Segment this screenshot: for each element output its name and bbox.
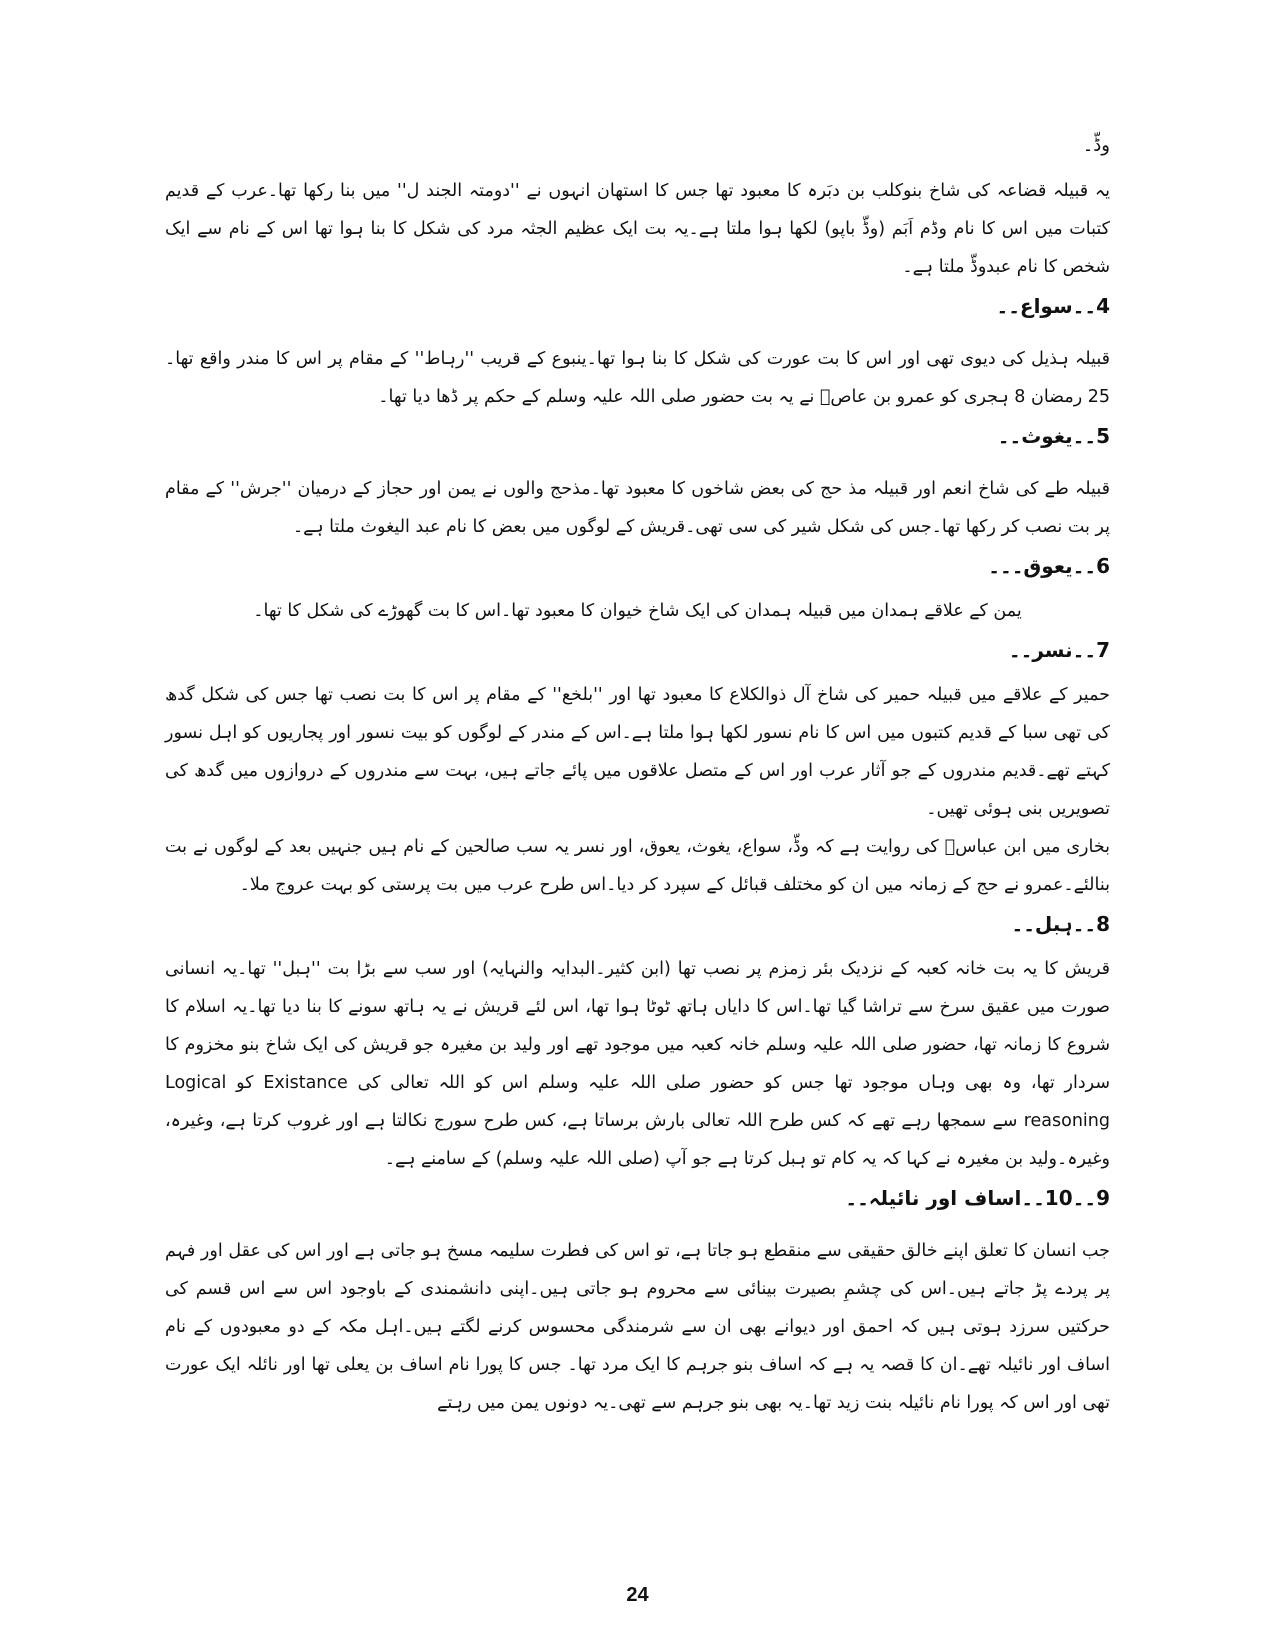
section-heading-suwa: 4۔۔سواع۔۔ bbox=[996, 294, 1110, 318]
section-heading-isaf-naila: 9۔۔10۔۔اساف اور نائیلہ۔۔ bbox=[845, 1186, 1110, 1210]
paragraph-nasr: حمیر کے علاقے میں قبیلہ حمیر کی شاخ آل ذوالکلاع کا معبود تھا اور ''بلخع'' کے مقام پر اس کا بت نصب تھا جس کی شکل گدھ کی تھی سبا کے قدیم کتبوں میں اس کا نام نسور لکھا ہوا ملتا ہے۔اس کے مندر کے لوگوں کو بیت نسور اور پجاریوں کو اہل نسور کہتے تھے۔قدیم مندروں کے جو آثار عرب اور اس کے متصل علاقوں میں پائے جاتے ہیں، بہت سے مندروں کے دروازوں میں گدھ کی تصویریں بنی ہوئی تھیں۔ bbox=[165, 685, 1110, 819]
section-heading-hubal: 8۔۔ہبل۔۔ bbox=[1011, 912, 1110, 936]
section-heading-wadd: وڈّ۔ bbox=[1082, 135, 1110, 156]
paragraph-hubal: قریش کا یہ بت خانہ کعبہ کے نزدیک بئر زمزم پر نصب تھا (ابن کثیر۔البدایہ والنہایہ) اور سب سے بڑا بت ''ہبل'' تھا۔یہ انسانی صورت میں عقیق سرخ سے تراشا گیا تھا۔اس کا دایاں ہاتھ ٹوٹا ہوا تھا، اس لئے قریش نے یہ ہاتھ سونے کا بنا دیا تھا۔یہ اسلام کا شروع کا زمانہ تھا، حضور صلی اللہ علیہ وسلم خانہ کعبہ میں موجود تھے اور ولید بن مغیرہ جو قریش کی ایک شاخ بنو مخزوم کا سردار تھا، وہ بھی وہاں موجود تھا جس کو حضور صلی اللہ علیہ وسلم اس کو اللہ تعالی کی Existance کو Logical reasoning سے سمجھا رہے تھے کہ کس طرح اللہ تعالی بارش برساتا ہے، کس طرح سورج نکالتا ہے اور غروب کرتا ہے، وغیرہ، وغیرہ۔ولید بن مغیرہ نے کہا کہ یہ کام تو ہبل کرتا ہے جو آپ (صلی اللہ علیہ وسلم) کے سامنے ہے۔ bbox=[165, 959, 1110, 1169]
paragraph-bukhari: بخاری میں ابن عباسؓ کی روایت ہے کہ وڈّ، سواع، یغوث، یعوق، اور نسر یہ سب صالحین کے نام ہیں جنہیں بعد کے لوگوں نے بت بنالئے۔عمرو نے حج کے زمانہ میں ان کو مختلف قبائل کے سپرد کر دیا۔اس طرح عرب میں بت پرستی کو بہت عروج ملا۔ bbox=[165, 837, 1110, 895]
paragraph-yauq: یمن کے علاقے ہمدان میں قبیلہ ہمدان کی ایک شاخ خیوان کا معبود تھا۔اس کا بت گھوڑے کی شکل کا تھا۔ bbox=[253, 601, 1022, 621]
page-content bbox=[165, 126, 1110, 1422]
section-heading-nasr: 7۔۔نسر۔۔ bbox=[1008, 638, 1110, 662]
page-number: 24 bbox=[626, 1584, 649, 1606]
paragraph-suwa: قبیلہ ہذیل کی دیوی تھی اور اس کا بت عورت کی شکل کا بنا ہوا تھا۔ینبوع کے قریب ''رہاط'' کے مقام پر اس کا مندر واقع تھا۔25 رمضان 8 ہجری کو عمرو بن عاصؓ نے یہ بت حضور صلی اللہ علیہ وسلم کے حکم پر ڈھا دیا تھا۔ bbox=[165, 349, 1110, 407]
paragraph-isaf-naila: جب انسان کا تعلق اپنے خالق حقیقی سے منقطع ہو جاتا ہے، تو اس کی فطرت سلیمہ مسخ ہو جاتی ہے اور اس کی عقل اور فہم پر پردے پڑ جاتے ہیں۔اس کی چشمِ بصیرت بینائی سے محروم ہو جاتی ہیں۔اپنی دانشمندی کے باوجود اس سے اس قسم کی حرکتیں سرزد ہوتی ہیں کہ احمق اور دیوانے بھی ان سے شرمندگی محسوس کرنے لگتے ہیں۔اہل مکہ کے دو معبودوں کے نام اساف اور نائیلہ تھے۔ان کا قصہ یہ ہے کہ اساف بنو جرہم کا ایک مرد تھا۔ جس کا پورا نام اساف بن یعلی تھا اور نائلہ ایک عورت تھی اور اس کہ پورا نام نائیلہ بنت زید تھا۔یہ بھی بنو جرہم سے تھی۔یہ دونوں یمن میں رہتے bbox=[165, 1241, 1110, 1413]
paragraph-wadd: یہ قبیلہ قضاعہ کی شاخ بنوکلب بن دبَرہ کا معبود تھا جس کا استھان انہوں نے ''دومتہ الجند ل'' میں بنا رکھا تھا۔عرب کے قدیم کتبات میں اس کا نام وڈم اَبَم (وڈّ باپو) لکھا ہوا ملتا ہے۔یہ بت ایک عظیم الجثہ مرد کی شکل کا بنا ہوا تھا اس کے نام سے ایک شخص کا نام عبدوڈّ ملتا ہے۔ bbox=[165, 181, 1110, 277]
section-heading-yauq: 6۔۔یعوق۔۔۔ bbox=[988, 554, 1110, 578]
section-heading-yaghuth: 5۔۔یغوث۔۔ bbox=[997, 424, 1110, 448]
paragraph-yaghuth: قبیلہ طے کی شاخ انعم اور قبیلہ مذ حج کی بعض شاخوں کا معبود تھا۔مذحج والوں نے یمن اور حجاز کے درمیان ''جرش'' کے مقام پر بت نصب کر رکھا تھا۔جس کی شکل شیر کی سی تھی۔قریش کے لوگوں میں بعض کا نام عبد الیغوث ملتا ہے۔ bbox=[165, 479, 1110, 537]
